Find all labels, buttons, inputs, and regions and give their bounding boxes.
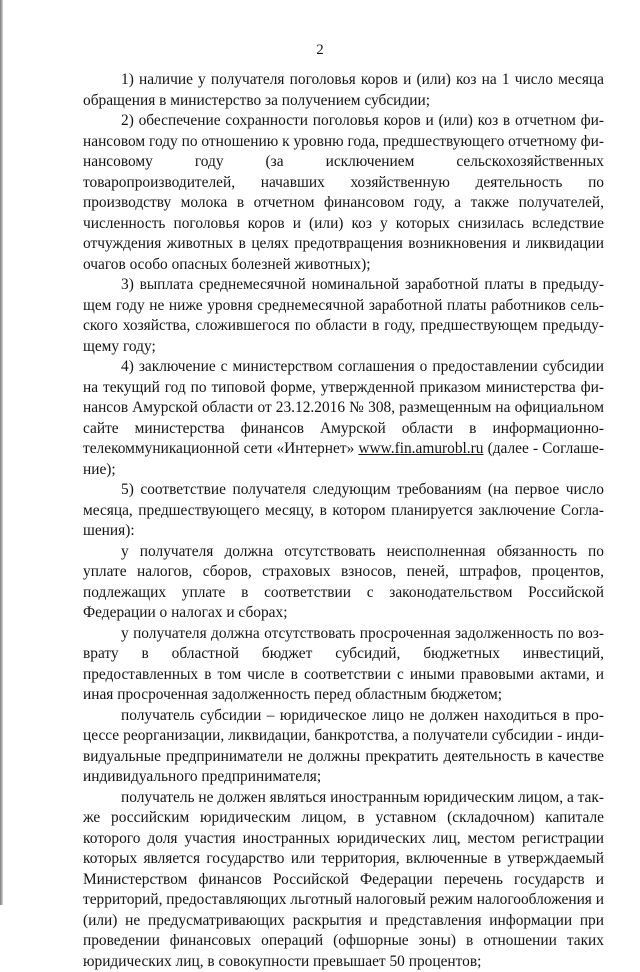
requirement-no-tax-debt: у получателя должна отсутствовать неисполненная обязанность по уплате налогов, сборов, страховых взносов, пеней, штрафов, процентов, подлежащих уплате в соответствии с законодательством Российской Федерации о налогах и сборах; — [83, 542, 604, 624]
paragraph-item-1: 1) наличие у получателя поголовья коров и (или) коз на 1 число месяца обращения в министерство за получением субсидии; — [83, 70, 604, 111]
requirement-not-foreign-entity: получатель не должен являться иностранным юридическим лицом, а также российским юридическим лицом, в уставном (складочном) капитале которого доля участия иностранных юридических лиц, местом регистрации которых является государство или территория, включенные в утверждаемый Министерством финансов Российской Федерации перечень государств и территорий, предоставляющих льготный налоговый режим налогообложения и (или) не предусматривающих раскрытия и представления информации при проведении финансовых операций (офшорные зоны) в отношении таких юридических лиц, в совокупности превышает 50 процентов; — [83, 788, 604, 972]
paragraph-item-5: 5) соответствие получателя следующим требованиям (на первое число месяца, предшествующего месяцу, в котором планируется заключение Соглашения): — [83, 480, 604, 542]
paragraph-item-3: 3) выплата среднемесячной номинальной заработной платы в предыдущем году не ниже уровня среднемесячной заработной платы работников сельского хозяйства, сложившегося по области в году, предшествующем предыдущему году; — [83, 275, 604, 357]
requirement-no-reorganization: получатель субсидии – юридическое лицо не должен находиться в процессе реорганизации, ликвидации, банкротства, а получатели субсидии - индивидуальные предприниматели не должны прекратить деятельность в качестве индивидуального предпринимателя; — [83, 706, 604, 788]
paragraph-item-4-text-after: (далее - Соглашение); — [83, 440, 604, 478]
paragraph-item-4 — [83, 357, 604, 480]
requirement-no-budget-debt: у получателя должна отсутствовать просроченная задолженность по возврату в областной бюджет субсидий, бюджетных инвестиций, предоставленных в том числе в соответствии с иными правовыми актами, и иная просроченная задолженность перед областным бюджетом; — [83, 624, 604, 706]
document-body — [83, 70, 604, 972]
scan-edge-shadow — [0, 0, 3, 905]
ministry-website-link[interactable]: www.fin.amurobl.ru — [358, 440, 483, 457]
paragraph-item-4-text-before: 4) заключение с министерством соглашения о предоставлении субсидии на текущий год по типовой форме, утвержденной приказом министерства финансов Амурской области от 23.12.2016 № 308, размещенным на официальном сайте министерства финансов Амурской области в информационно-телекоммуникационной сети «Интернет» — [83, 358, 604, 457]
paragraph-item-2: 2) обеспечение сохранности поголовья коров и (или) коз в отчетном финансовом году по отношению к уровню года, предшествующего отчетному финансовому году (за исключением сельскохозяйственных товаропроизводителей, начавших хозяйственную деятельность по производству молока в отчетном финансовом году, а также получателей, численность поголовья коров и (или) коз у которых снизилась вследствие отчуждения животных в целях предотвращения возникновения и ликвидации очагов особо опасных болезней животных); — [83, 111, 604, 275]
page-number: 2 — [0, 40, 640, 60]
